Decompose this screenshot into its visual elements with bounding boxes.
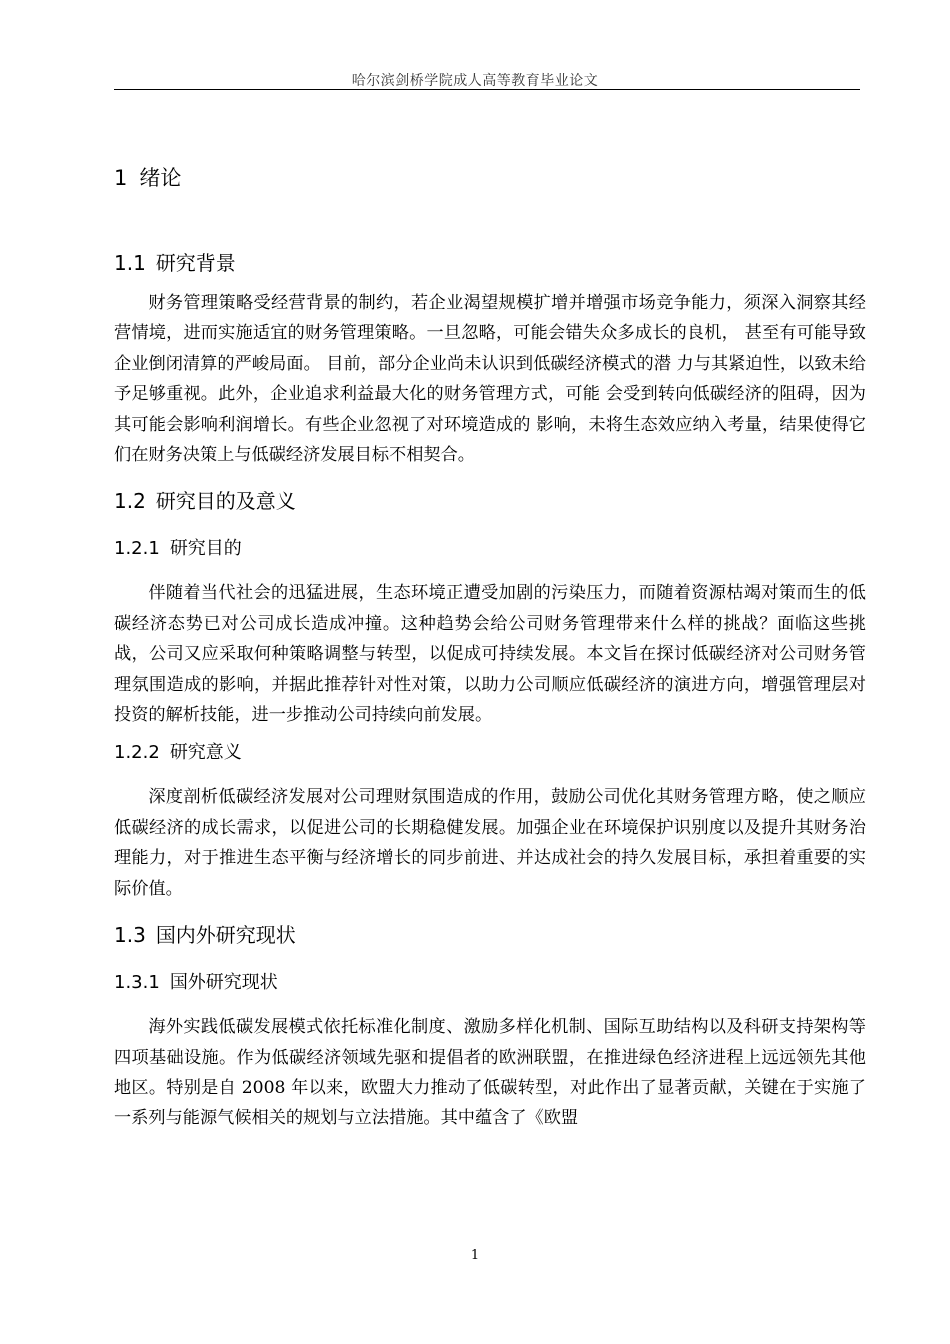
chapter-heading — [114, 150, 866, 206]
paragraph-research-purpose: 伴随着当代社会的迅猛进展，生态环境正遭受加剧的污染压力，而随着资源枯竭对策而生的低碳经济态势已对公司成长造成冲撞。这种趋势会给公司财务管理带来什么样的挑战？面临这些挑战，公司又应采取何种策略调整与转型，以促成可持续发展。本文旨在探讨低碳经济对公司财务管理氛围造成的影响，并据此推荐针对性对策，以助力公司顺应低碳经济的演进方向，增强管理层对投资的解析技能，进一步推动公司持续向前发展。 — [114, 583, 866, 726]
document-body — [114, 150, 866, 1134]
subsection-title: 研究目的 — [169, 538, 242, 560]
section-number: 1.3 — [114, 923, 146, 948]
paragraph-research-significance: 深度剖析低碳经济发展对公司理财氛围造成的作用，鼓励公司优化其财务管理方略，使之顺应低碳经济的成长需求，以促进公司的长期稳健发展。加强企业在环境保护识别度以及提升其财务治理能力，对于推进生态平衡与经济增长的同步前进、并达成社会的持久发展目标，承担着重要的实际价值。 — [114, 787, 866, 899]
header-divider — [114, 89, 860, 90]
subsection-number: 1.3.1 — [114, 972, 160, 994]
paragraph-research-background: 财务管理策略受经营背景的制约，若企业渴望规模扩增并增强市场竞争能力，须深入洞察其经营情境，进而实施适宜的财务管理策略。一旦忽略，可能会错失众多成长的良机， 甚至有可能导致企业倒闭清算的严峻局面。 目前，部分企业尚未认识到低碳经济模式的潜 力与其紧迫性，以致未给予足够重视。此外，企业追求利益最大化的财务管理方式，可能 会受到转向低碳经济的阻碍，因为其可能会影响利润增长。有些企业忽视了对环境造成的 影响，未将生态效应纳入考量，结果使得它们在财务决策上与低碳经济发展目标不相契合。 — [114, 293, 866, 466]
subsection-number: 1.2.1 — [114, 538, 160, 560]
subsection-heading-1-2-1 — [114, 526, 866, 572]
subsection-title: 国外研究现状 — [169, 972, 278, 994]
subsection-title: 研究意义 — [169, 742, 242, 764]
subsection-number: 1.2.2 — [114, 742, 160, 764]
paragraph-foreign-research: 海外实践低碳发展模式依托标准化制度、激励多样化机制、国际互助结构以及科研支持架构等四项基础设施。作为低碳经济领域先驱和提倡者的欧洲联盟，在推进绿色经济进程上远远领先其他地区。特别是自 2008 年以来，欧盟大力推动了低碳转型，对此作出了显著贡献，关键在于实施了一系列与能源气候相关的规划与立法措施。其中蕴含了《欧盟 — [114, 1017, 866, 1129]
chapter-title: 绪论 — [139, 166, 182, 190]
section-title: 国内外研究现状 — [155, 923, 296, 948]
section-number: 1.1 — [114, 251, 146, 275]
section-title: 研究背景 — [155, 251, 236, 275]
chapter-number: 1 — [114, 166, 128, 190]
spacer — [114, 206, 866, 238]
section-number: 1.2 — [114, 489, 146, 514]
page-number: 1 — [470, 1248, 480, 1263]
subsection-heading-1-3-1 — [114, 960, 866, 1006]
section-heading-1-3 — [114, 910, 866, 960]
subsection-heading-1-2-2 — [114, 730, 866, 776]
section-heading-1-1 — [114, 238, 866, 288]
section-title: 研究目的及意义 — [155, 489, 296, 514]
section-heading-1-2 — [114, 476, 866, 526]
running-header: 哈尔滨剑桥学院成人高等教育毕业论文 — [351, 73, 599, 89]
